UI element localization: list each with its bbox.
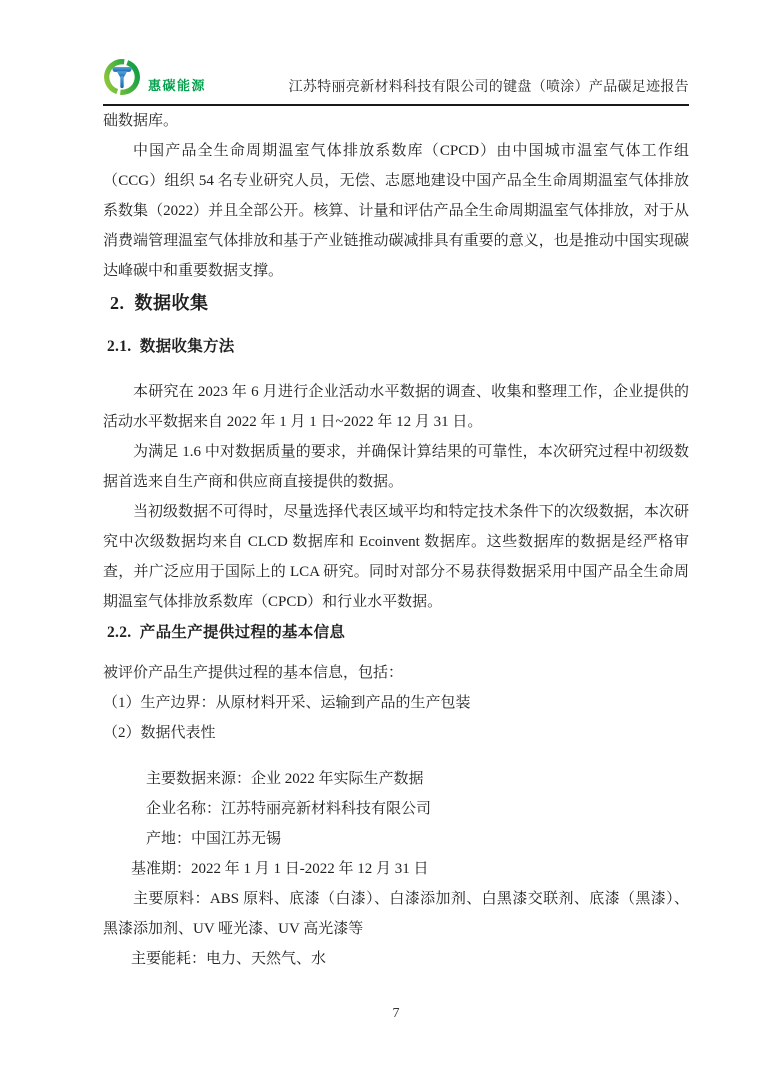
page-footer (103, 1006, 689, 1022)
paragraph-cpcd: 中国产品全生命周期温室气体排放系数库（CPCD）由中国城市温室气体工作组（CCG）组织 54 名专业研究人员，无偿、志愿地建设中国产品全生命周期温室气体排放系数集（2022）并且全部公开。核算、计量和评估产品全生命周期温室气体排放，对于从消费端管理温室气体排放和基于产业链推动碳减排具有重要的意义，也是推动中国实现碳达峰碳中和重要数据支撑。 (103, 143, 689, 279)
basic-info-intro: 被评价产品生产提供过程的基本信息，包括： (103, 665, 404, 681)
company-logo-icon (103, 57, 141, 97)
detail-origin: 产地：中国江苏无锡 (146, 831, 282, 847)
list-item-data-representativeness: （2）数据代表性 (103, 725, 216, 741)
section-heading-data-collection: 2. 数据收集 (110, 293, 209, 313)
paragraph-secondary-data: 当初级数据不可得时，尽量选择代表区域平均和特定技术条件下的次级数据，本次研究中次级数据均来自 CLCD 数据库和 Ecoinvent 数据库。这些数据库的数据是经严格审查，并广泛应用于国际上的 LCA 研究。同时对部分不易获得数据采用中国产品全生命周期温室气体排放系数库（CPCD）和行业水平数据。 (103, 504, 689, 610)
page-header (0, 0, 763, 97)
detail-main-materials: 主要原料：ABS 原料、底漆（白漆）、白漆添加剂、白黑漆交联剂、底漆（黑漆）、黑漆添加剂、UV 哑光漆、UV 高光漆等 (103, 891, 689, 937)
document-body (0, 106, 763, 974)
brand (103, 57, 206, 97)
page-number: 7 (392, 1006, 400, 1021)
subsection-heading-collection-method: 2.1. 数据收集方法 (107, 338, 235, 355)
paragraph-continuation: 础数据库。 (103, 113, 179, 129)
report-title: 江苏特丽亮新材料科技有限公司的键盘（喷涂）产品碳足迹报告 (288, 80, 689, 95)
subsection-heading-production-info: 2.2. 产品生产提供过程的基本信息 (107, 624, 346, 641)
detail-base-period: 基准期：2022 年 1 月 1 日-2022 年 12 月 31 日 (131, 861, 429, 877)
paragraph-survey: 本研究在 2023 年 6 月进行企业活动水平数据的调查、收集和整理工作，企业提供的活动水平数据来自 2022 年 1 月 1 日~2022 年 12 月 31 日。 (103, 384, 689, 430)
detail-company-name: 企业名称：江苏特丽亮新材料科技有限公司 (146, 801, 432, 817)
detail-main-energy: 主要能耗：电力、天然气、水 (131, 951, 327, 967)
detail-data-source: 主要数据来源：企业 2022 年实际生产数据 (146, 771, 424, 787)
paragraph-data-quality: 为满足 1.6 中对数据质量的要求，并确保计算结果的可靠性，本次研究过程中初级数据首选来自生产商和供应商直接提供的数据。 (103, 444, 689, 490)
list-item-production-boundary: （1）生产边界：从原材料开采、运输到产品的生产包装 (103, 695, 471, 711)
brand-name: 惠碳能源 (148, 78, 207, 93)
